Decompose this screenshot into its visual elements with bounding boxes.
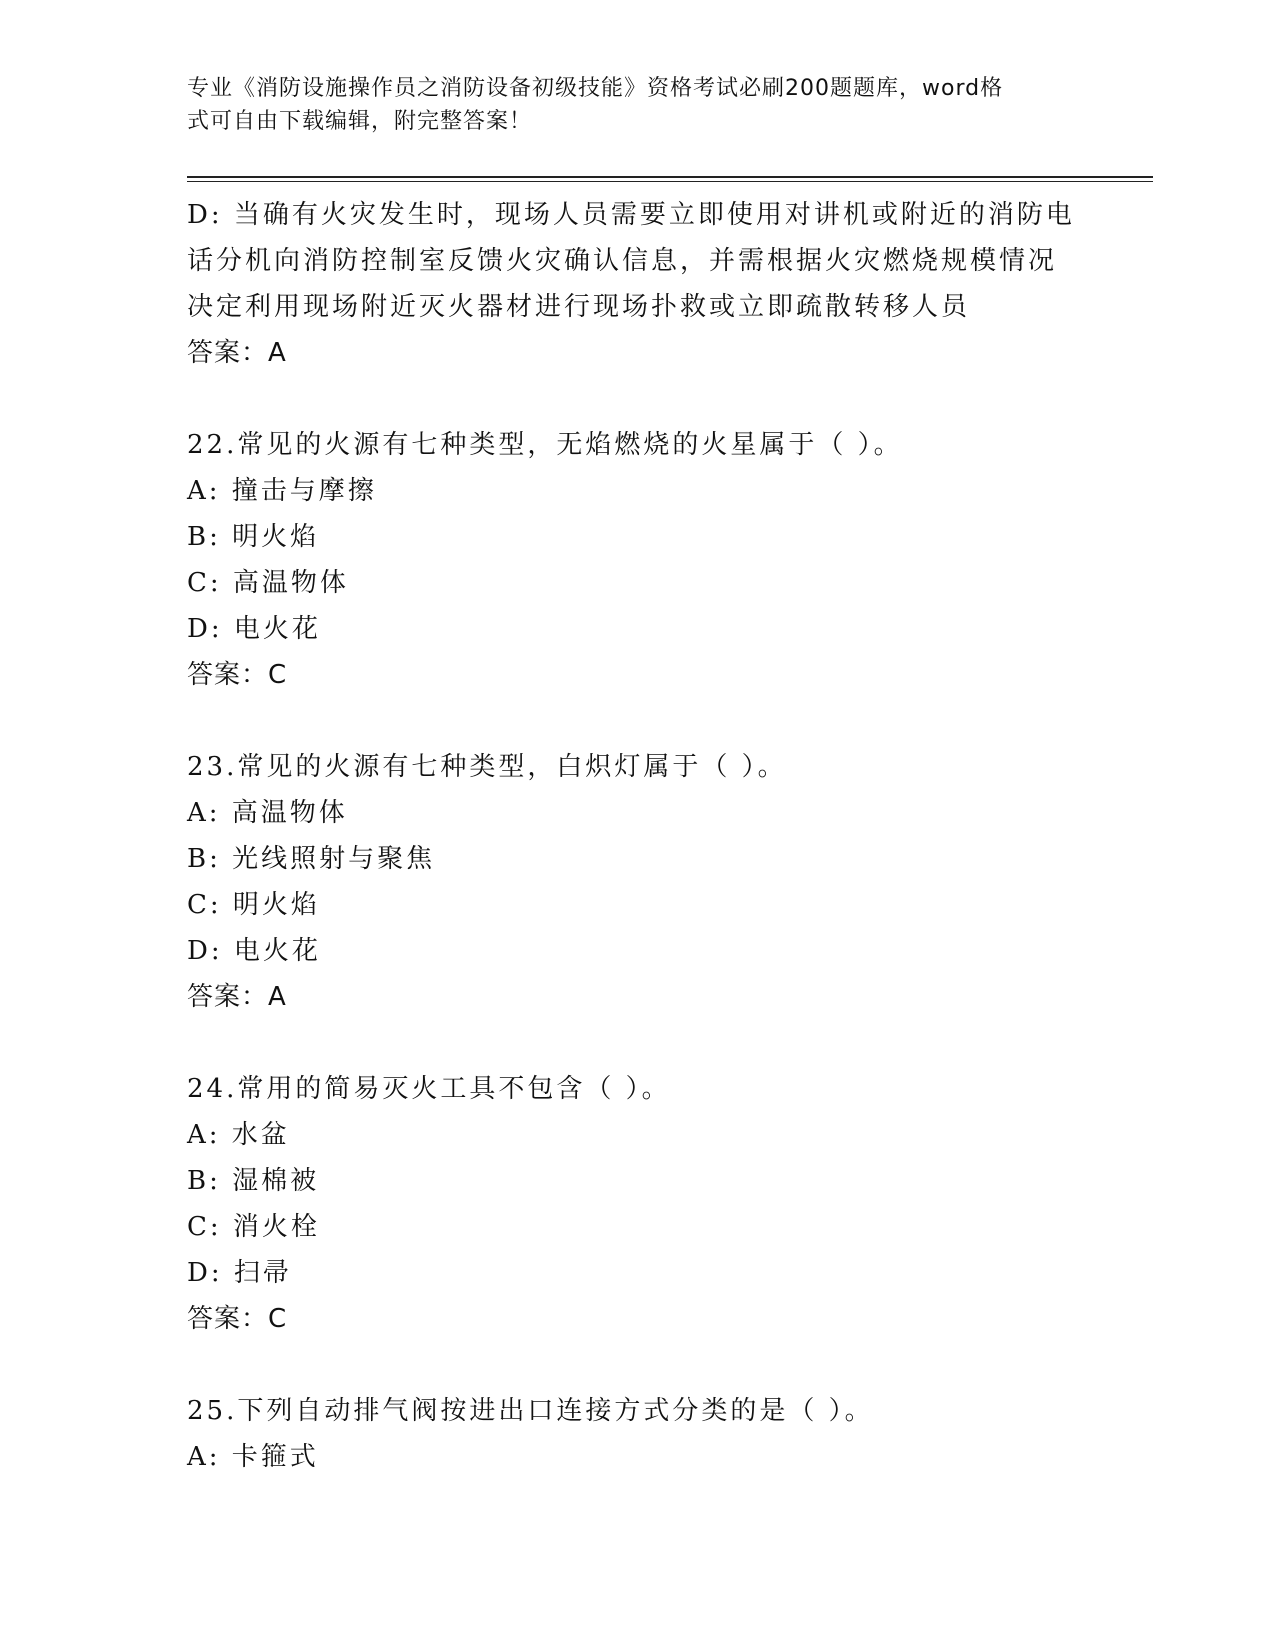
option-d-line-2: 话分机向消防控制室反馈火灾确认信息，并需根据火灾燃烧规模情况 bbox=[187, 246, 1058, 276]
option-c: C: 高温物体 bbox=[187, 568, 349, 598]
option-d-line-1: D: 当确有火灾发生时，现场人员需要立即使用对讲机或附近的消防电 bbox=[187, 200, 1075, 230]
option-d: D: 扫帚 bbox=[187, 1258, 292, 1288]
spacer bbox=[187, 1342, 1087, 1388]
spacer bbox=[187, 376, 1087, 422]
question-stem: 22.常见的火源有七种类型，无焰燃烧的火星属于（ ）。 bbox=[187, 430, 903, 460]
header-divider-thick bbox=[187, 176, 1153, 178]
option-c: C: 消火栓 bbox=[187, 1212, 320, 1242]
option-d-line-3: 决定利用现场附近灭火器材进行现场扑救或立即疏散转移人员 bbox=[187, 292, 971, 322]
option-d: D: 电火花 bbox=[187, 614, 321, 644]
question-25 bbox=[187, 1388, 1087, 1480]
answer-line: 答案：C bbox=[187, 660, 288, 690]
spacer bbox=[187, 1020, 1087, 1066]
question-21-continued bbox=[187, 192, 1087, 376]
option-a: A: 撞击与摩擦 bbox=[187, 476, 377, 506]
option-b: B: 光线照射与聚焦 bbox=[187, 844, 436, 874]
header-divider-thin bbox=[187, 181, 1153, 182]
option-a: A: 水盆 bbox=[187, 1120, 290, 1150]
document-header bbox=[187, 72, 1067, 138]
option-a: A: 高温物体 bbox=[187, 798, 348, 828]
header-line-2: 式可自由下载编辑，附完整答案！ bbox=[187, 109, 533, 134]
question-22 bbox=[187, 422, 1087, 698]
question-stem: 23.常见的火源有七种类型，白炽灯属于（ ）。 bbox=[187, 752, 787, 782]
option-c: C: 明火焰 bbox=[187, 890, 320, 920]
answer-line: 答案：A bbox=[187, 338, 287, 368]
question-23 bbox=[187, 744, 1087, 1020]
question-content bbox=[187, 192, 1087, 1480]
option-b: B: 明火焰 bbox=[187, 522, 320, 552]
question-stem: 24.常用的简易灭火工具不包含（ ）。 bbox=[187, 1074, 671, 1104]
question-stem: 25.下列自动排气阀按进出口连接方式分类的是（ ）。 bbox=[187, 1396, 874, 1426]
option-a: A: 卡箍式 bbox=[187, 1442, 319, 1472]
option-b: B: 湿棉被 bbox=[187, 1166, 320, 1196]
option-d: D: 电火花 bbox=[187, 936, 321, 966]
answer-line: 答案：C bbox=[187, 1304, 288, 1334]
header-line-1: 专业《消防设施操作员之消防设备初级技能》资格考试必刷200题题库，word格 bbox=[187, 76, 1004, 101]
spacer bbox=[187, 698, 1087, 744]
question-24 bbox=[187, 1066, 1087, 1342]
answer-line: 答案：A bbox=[187, 982, 287, 1012]
